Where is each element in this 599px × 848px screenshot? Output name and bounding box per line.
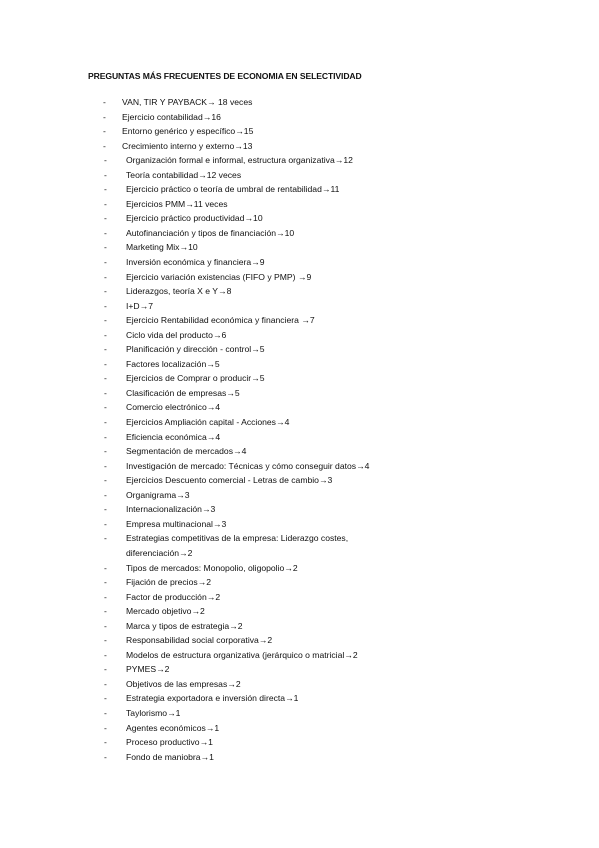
list-item xyxy=(0,691,599,706)
list-bullet: - xyxy=(104,722,107,733)
list-item-text: Mercado objetivo→2 xyxy=(126,606,205,617)
list-bullet: - xyxy=(104,213,107,224)
list-bullet: - xyxy=(104,751,107,762)
list-item xyxy=(0,240,599,255)
list-item xyxy=(0,604,599,619)
list-item xyxy=(0,182,599,197)
list-bullet: - xyxy=(104,475,107,486)
list-item-text: Proceso productivo→1 xyxy=(126,737,213,748)
list-item-text: Marketing Mix→10 xyxy=(126,242,198,253)
list-item xyxy=(0,284,599,299)
list-bullet: - xyxy=(104,446,107,457)
list-bullet: - xyxy=(103,140,106,151)
list-item xyxy=(0,459,599,474)
list-bullet: - xyxy=(104,562,107,573)
list-item xyxy=(0,415,599,430)
list-item-text: Estrategias competitivas de la empresa: Liderazgo costes, diferenciación→2 xyxy=(126,533,349,558)
list-bullet: - xyxy=(104,402,107,413)
list-bullet: - xyxy=(104,693,107,704)
list-bullet: - xyxy=(104,329,107,340)
list-bullet: - xyxy=(104,417,107,428)
list-item-text: Ejercicios Descuento comercial - Letras de cambio→3 xyxy=(126,475,333,486)
list-bullet: - xyxy=(104,373,107,384)
list-bullet: - xyxy=(104,460,107,471)
list-item xyxy=(0,473,599,488)
list-item-text: Factor de producción→2 xyxy=(126,591,221,602)
list-bullet: - xyxy=(104,387,107,398)
list-item-text: Organigrama→3 xyxy=(126,489,190,500)
list-item xyxy=(0,371,599,386)
list-item xyxy=(0,197,599,212)
list-item-text: Ejercicio contabilidad→16 xyxy=(122,111,221,122)
list-item-text: Segmentación de mercados→4 xyxy=(126,446,247,457)
list-bullet: - xyxy=(104,518,107,529)
list-item xyxy=(0,357,599,372)
list-item-text: Eficiencia económica→4 xyxy=(126,431,221,442)
list-bullet: - xyxy=(104,257,107,268)
list-bullet: - xyxy=(104,300,107,311)
list-item-text: Taylorismo→1 xyxy=(126,707,181,718)
list-item xyxy=(0,619,599,634)
list-bullet: - xyxy=(104,649,107,660)
list-item-text: Modelos de estructura organizativa (jerárquico o matricial→2 xyxy=(126,649,358,660)
question-list xyxy=(0,95,599,764)
list-item-text: Organización formal e informal, estructura organizativa→12 xyxy=(126,155,353,166)
list-item-text: PYMES→2 xyxy=(126,664,170,675)
list-item xyxy=(0,561,599,576)
list-item-text: Liderazgos, teoría X e Y→8 xyxy=(126,286,232,297)
list-item-text: Ejercicios de Comprar o producir→5 xyxy=(126,373,265,384)
list-item xyxy=(0,328,599,343)
list-item xyxy=(0,153,599,168)
list-item xyxy=(0,110,599,125)
list-bullet: - xyxy=(104,606,107,617)
list-item xyxy=(0,430,599,445)
list-item-text: Comercio electrónico→4 xyxy=(126,402,221,413)
list-item-text: Autofinanciación y tipos de financiación→10 xyxy=(126,227,295,238)
list-item-text: Internacionalización→3 xyxy=(126,504,216,515)
list-bullet: - xyxy=(104,227,107,238)
list-bullet: - xyxy=(104,155,107,166)
list-bullet: - xyxy=(104,737,107,748)
list-bullet: - xyxy=(104,198,107,209)
list-item xyxy=(0,444,599,459)
list-item xyxy=(0,342,599,357)
list-item-text: Empresa multinacional→3 xyxy=(126,518,227,529)
list-item-text: Agentes económicos→1 xyxy=(126,722,220,733)
list-item-text: Teoría contabilidad→12 veces xyxy=(126,169,242,180)
list-bullet: - xyxy=(104,169,107,180)
list-item xyxy=(0,255,599,270)
list-item xyxy=(0,502,599,517)
list-item-text: Tipos de mercados: Monopolio, oligopolio→2 xyxy=(126,562,298,573)
list-item-text: Ejercicios PMM→11 veces xyxy=(126,198,228,209)
list-item xyxy=(0,313,599,328)
list-item-text: Crecimiento interno y externo→13 xyxy=(122,140,253,151)
list-item-text: Factores localización→5 xyxy=(126,358,220,369)
list-bullet: - xyxy=(104,620,107,631)
list-item-text: Ejercicio Rentabilidad económica y financiera →7 xyxy=(126,315,315,326)
list-item xyxy=(0,400,599,415)
list-bullet: - xyxy=(104,315,107,326)
list-item xyxy=(0,488,599,503)
list-bullet: - xyxy=(104,489,107,500)
list-item xyxy=(0,590,599,605)
list-item xyxy=(0,517,599,532)
list-bullet: - xyxy=(104,591,107,602)
list-item-text: Ejercicio práctico o teoría de umbral de rentabilidad→11 xyxy=(126,184,340,195)
list-bullet: - xyxy=(104,504,107,515)
list-bullet: - xyxy=(104,678,107,689)
list-item-text: Fijación de precios→2 xyxy=(126,577,212,588)
list-item xyxy=(0,270,599,285)
document-title: PREGUNTAS MÁS FRECUENTES DE ECONOMIA EN SELECTIVIDAD xyxy=(88,71,362,81)
list-bullet: - xyxy=(104,271,107,282)
list-item-text: Investigación de mercado: Técnicas y cómo conseguir datos→4 xyxy=(126,460,370,471)
list-bullet: - xyxy=(104,577,107,588)
list-item xyxy=(0,386,599,401)
list-item xyxy=(0,124,599,139)
list-bullet: - xyxy=(104,664,107,675)
list-item xyxy=(0,139,599,154)
list-item xyxy=(0,662,599,677)
list-item-text: Ejercicios Ampliación capital - Acciones→4 xyxy=(126,417,290,428)
list-item xyxy=(0,226,599,241)
list-item-text: Ciclo vida del producto→6 xyxy=(126,329,227,340)
list-item-text: I+D→7 xyxy=(126,300,153,311)
list-bullet: - xyxy=(104,344,107,355)
list-item xyxy=(0,735,599,750)
list-item-text: Ejercicio práctico productividad→10 xyxy=(126,213,263,224)
list-item xyxy=(0,95,599,110)
list-item-text: Objetivos de las empresas→2 xyxy=(126,678,241,689)
list-item-text: Responsabilidad social corporativa→2 xyxy=(126,635,273,646)
list-item-text: VAN, TIR Y PAYBACK→ 18 veces xyxy=(122,97,253,107)
list-bullet: - xyxy=(104,533,107,544)
list-item-text: Clasificación de empresas→5 xyxy=(126,387,240,398)
list-bullet: - xyxy=(103,97,106,107)
list-item xyxy=(0,648,599,663)
list-bullet: - xyxy=(104,242,107,253)
list-item xyxy=(0,211,599,226)
list-item xyxy=(0,575,599,590)
list-item xyxy=(0,531,599,560)
list-bullet: - xyxy=(103,126,106,137)
list-bullet: - xyxy=(104,707,107,718)
list-item xyxy=(0,721,599,736)
list-bullet: - xyxy=(104,431,107,442)
list-item xyxy=(0,677,599,692)
list-item-text: Planificación y dirección - control→5 xyxy=(126,344,265,355)
list-item xyxy=(0,299,599,314)
list-bullet: - xyxy=(103,111,106,122)
list-item-text: Ejercicio variación existencias (FIFO y PMP) →9 xyxy=(126,271,312,282)
list-bullet: - xyxy=(104,635,107,646)
list-item xyxy=(0,706,599,721)
list-item xyxy=(0,168,599,183)
list-item xyxy=(0,750,599,765)
list-bullet: - xyxy=(104,184,107,195)
list-item-text: Fondo de maniobra→1 xyxy=(126,751,214,762)
list-item-text: Entorno genérico y específico→15 xyxy=(122,126,254,137)
list-item xyxy=(0,633,599,648)
list-bullet: - xyxy=(104,358,107,369)
list-bullet: - xyxy=(104,286,107,297)
list-item-text: Marca y tipos de estrategia→2 xyxy=(126,620,243,631)
list-item-text: Inversión económica y financiera→9 xyxy=(126,257,265,268)
list-item-text: Estrategia exportadora e inversión directa→1 xyxy=(126,693,299,704)
